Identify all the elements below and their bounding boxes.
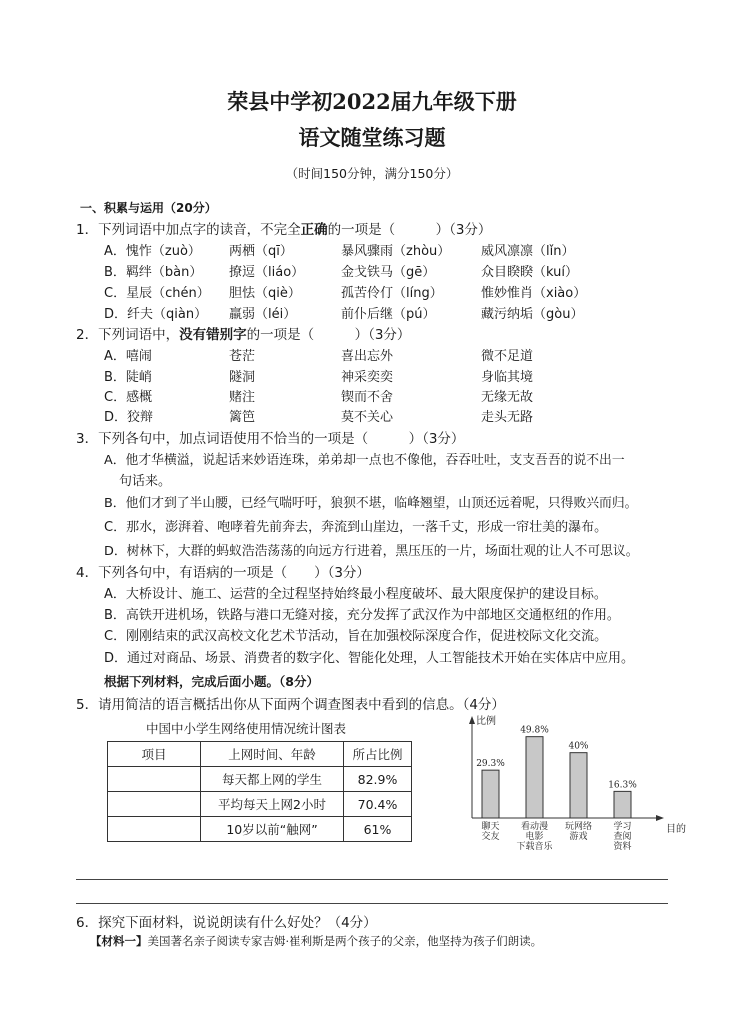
category-label-line: 下载音乐: [516, 842, 553, 852]
table-header-cell: 项目: [108, 742, 201, 767]
q2-option-a-word3: 喜出忘外: [341, 349, 394, 364]
q2-option-a: A．嘻闹: [104, 349, 152, 364]
y-axis-arrow: [469, 716, 475, 724]
q4-option-a: A．大桥设计、施工、运营的全过程坚持始终最小程度破坏、最大限度保护的建设目标。: [104, 587, 607, 602]
table-row: [108, 817, 412, 842]
question-4-stem: 4．下列各句中，有语病的一项是（ ）（3分）: [76, 565, 370, 581]
table-title: 中国中小学生网络使用情况统计图表: [146, 721, 347, 736]
table-cell: [108, 767, 201, 792]
page-subtitle: 语文随堂练习题: [298, 125, 446, 150]
category-label: [481, 820, 499, 842]
q1-option-c: C．星辰（chén）: [104, 286, 210, 301]
table-cell: 82.9%: [344, 767, 412, 792]
table-cell: [108, 792, 201, 817]
q1-option-d-word2: 羸弱（léi）: [229, 307, 297, 322]
category-label-line: 查阅: [613, 832, 632, 842]
q2-option-b-word4: 身临其境: [481, 370, 534, 385]
bar-value-label: 40%: [568, 741, 589, 752]
category-label-line: 资料: [613, 842, 632, 852]
q3-option-d: D．树林下，大群的蚂蚁浩浩荡荡的向远方行进着，黑压压的一片，场面壮观的让人不可思议。: [104, 544, 639, 559]
question-3-stem: 3．下列各句中，加点词语使用不恰当的一项是（ ）（3分）: [76, 431, 465, 447]
x-axis-arrow: [656, 815, 664, 821]
q2-option-d-word4: 走头无路: [481, 410, 534, 425]
answer-line: [76, 879, 668, 880]
x-axis-label: 目的: [666, 824, 686, 835]
q1-option-c-word2: 胆怯（qiè）: [229, 286, 301, 301]
category-label-line: 游戏: [569, 832, 588, 842]
q1-option-d-word4: 藏污纳垢（gòu）: [481, 307, 584, 322]
q3-option-a-cont: 句话来。: [119, 474, 172, 489]
category-label: [516, 820, 553, 852]
q2-option-b: B．陡峭: [104, 370, 152, 385]
q4-option-c: C．刚刚结束的武汉高校文化艺术节活动，旨在加强校际深度合作，促进校际文化交流。: [104, 629, 608, 644]
q2-option-c-word3: 锲而不舍: [341, 390, 394, 405]
q2-option-d-word2: 篱笆: [229, 410, 256, 425]
q2-option-d: D．狡辩: [104, 410, 154, 425]
page-title: 荣县中学初2022届九年级下册: [227, 89, 517, 114]
q1-option-b-word3: 金戈铁马（gē）: [341, 265, 436, 280]
category-label-line: 聊天: [481, 822, 500, 832]
table-cell: 平均每天上网2小时: [201, 792, 344, 817]
category-label-line: 看动漫: [520, 822, 549, 832]
q1-option-b-word4: 众目睽睽（kuí）: [481, 265, 578, 280]
answer-line: [76, 903, 668, 904]
category-label-line: 学习: [613, 822, 632, 832]
table-header-cell: 所占比例: [344, 742, 412, 767]
material-text: 美国著名亲子阅读专家吉姆·崔利斯是两个孩子的父亲，他坚持为孩子们朗读。: [147, 934, 543, 948]
question-6-stem: 6．探究下面材料，说说朗读有什么好处？（4分）: [76, 915, 377, 931]
section-title: 一、积累与运用（20分）: [80, 201, 217, 215]
question-5-stem: 5．请用简洁的语言概括出你从下面两个调查图表中看到的信息。（4分）: [76, 697, 505, 713]
q1-option-a-word2: 两栖（qī）: [229, 244, 293, 259]
q1-option-b-word2: 撩逗（liáo）: [229, 265, 305, 280]
table-cell: 70.4%: [344, 792, 412, 817]
bar: [570, 753, 587, 818]
table-header-cell: 上网时间、年龄: [201, 742, 344, 767]
table-row: [108, 767, 412, 792]
table-row: [108, 792, 412, 817]
bar: [614, 791, 631, 818]
q2-option-a-word4: 微不足道: [481, 349, 534, 364]
table-header-row: [108, 742, 412, 767]
q2-option-b-word3: 神采奕奕: [341, 370, 394, 385]
material-note: 根据下列材料，完成后面小题。（8分）: [104, 674, 319, 689]
q1-option-d-word3: 前仆后继（pú）: [341, 307, 436, 322]
q3-option-c: C．那水，澎湃着、咆哮着先前奔去，奔流到山崖边，一落千丈，形成一帘壮美的瀑布。: [104, 520, 608, 535]
category-label: [565, 820, 592, 842]
table-cell: 10岁以前“触网”: [201, 817, 344, 842]
category-label-line: 玩网络: [564, 822, 593, 832]
q1-option-a: A．愧怍（zuò）: [104, 244, 201, 259]
q2-option-c-word2: 赌注: [229, 390, 256, 405]
bar-value-label: 29.3%: [476, 759, 505, 770]
table-cell: 每天都上网的学生: [201, 767, 344, 792]
bar: [526, 737, 543, 818]
q1-option-a-word3: 暴风骤雨（zhòu）: [341, 244, 451, 259]
category-label: [613, 820, 631, 852]
q3-option-b: B．他们才到了半山腰，已经气喘吁吁，狼狈不堪，临峰翘望，山顶还远着呢，只得败兴而归。: [104, 496, 638, 511]
q2-option-c-word4: 无缘无故: [481, 390, 534, 405]
material-one: [90, 933, 542, 949]
survey-table: [107, 741, 412, 842]
y-axis-label: 比例: [476, 716, 496, 727]
q1-option-b: B．羁绊（bàn）: [104, 265, 203, 280]
exam-info: （时间150分钟，满分150分）: [285, 166, 459, 181]
q4-option-b: B．高铁开进机场，铁路与港口无缝对接，充分发挥了武汉作为中部地区交通枢纽的作用。: [104, 608, 620, 623]
question-2-stem: 2．下列词语中，没有错别字的一项是（ ）（3分）: [76, 327, 411, 343]
material-tag: 【材料一】: [90, 934, 148, 948]
q4-option-d: D．通过对商品、场景、消费者的数字化、智能化处理，人工智能技术开始在实体店中应用。: [104, 651, 635, 666]
q2-option-d-word3: 莫不关心: [341, 410, 394, 425]
bar-value-label: 49.8%: [520, 725, 549, 736]
q3-option-a: A．他才华横溢，说起话来妙语连珠，弟弟却一点也不像他，吞吞吐吐，支支吾吾的说不出一: [104, 453, 625, 468]
q1-option-d: D．纤夫（qiàn）: [104, 307, 208, 322]
table-cell: [108, 817, 201, 842]
category-label-line: 电影: [525, 832, 544, 842]
q2-option-c: C．感概: [104, 390, 153, 405]
question-1-stem: 1．下列词语中加点字的读音，不完全正确的一项是（ ）（3分）: [76, 222, 492, 238]
category-label-line: 交友: [481, 832, 500, 842]
q2-option-b-word2: 隧洞: [229, 370, 256, 385]
q2-option-a-word2: 苍茫: [229, 349, 256, 364]
bar-value-label: 16.3%: [608, 780, 637, 791]
bar-chart: [460, 712, 700, 857]
q1-option-c-word4: 惟妙惟肖（xiào）: [481, 286, 587, 301]
q1-option-c-word3: 孤苦伶仃（líng）: [341, 286, 443, 301]
q1-option-a-word4: 威风凛凛（lǐn）: [481, 244, 575, 259]
bar: [482, 770, 499, 818]
table-cell: 61%: [344, 817, 412, 842]
